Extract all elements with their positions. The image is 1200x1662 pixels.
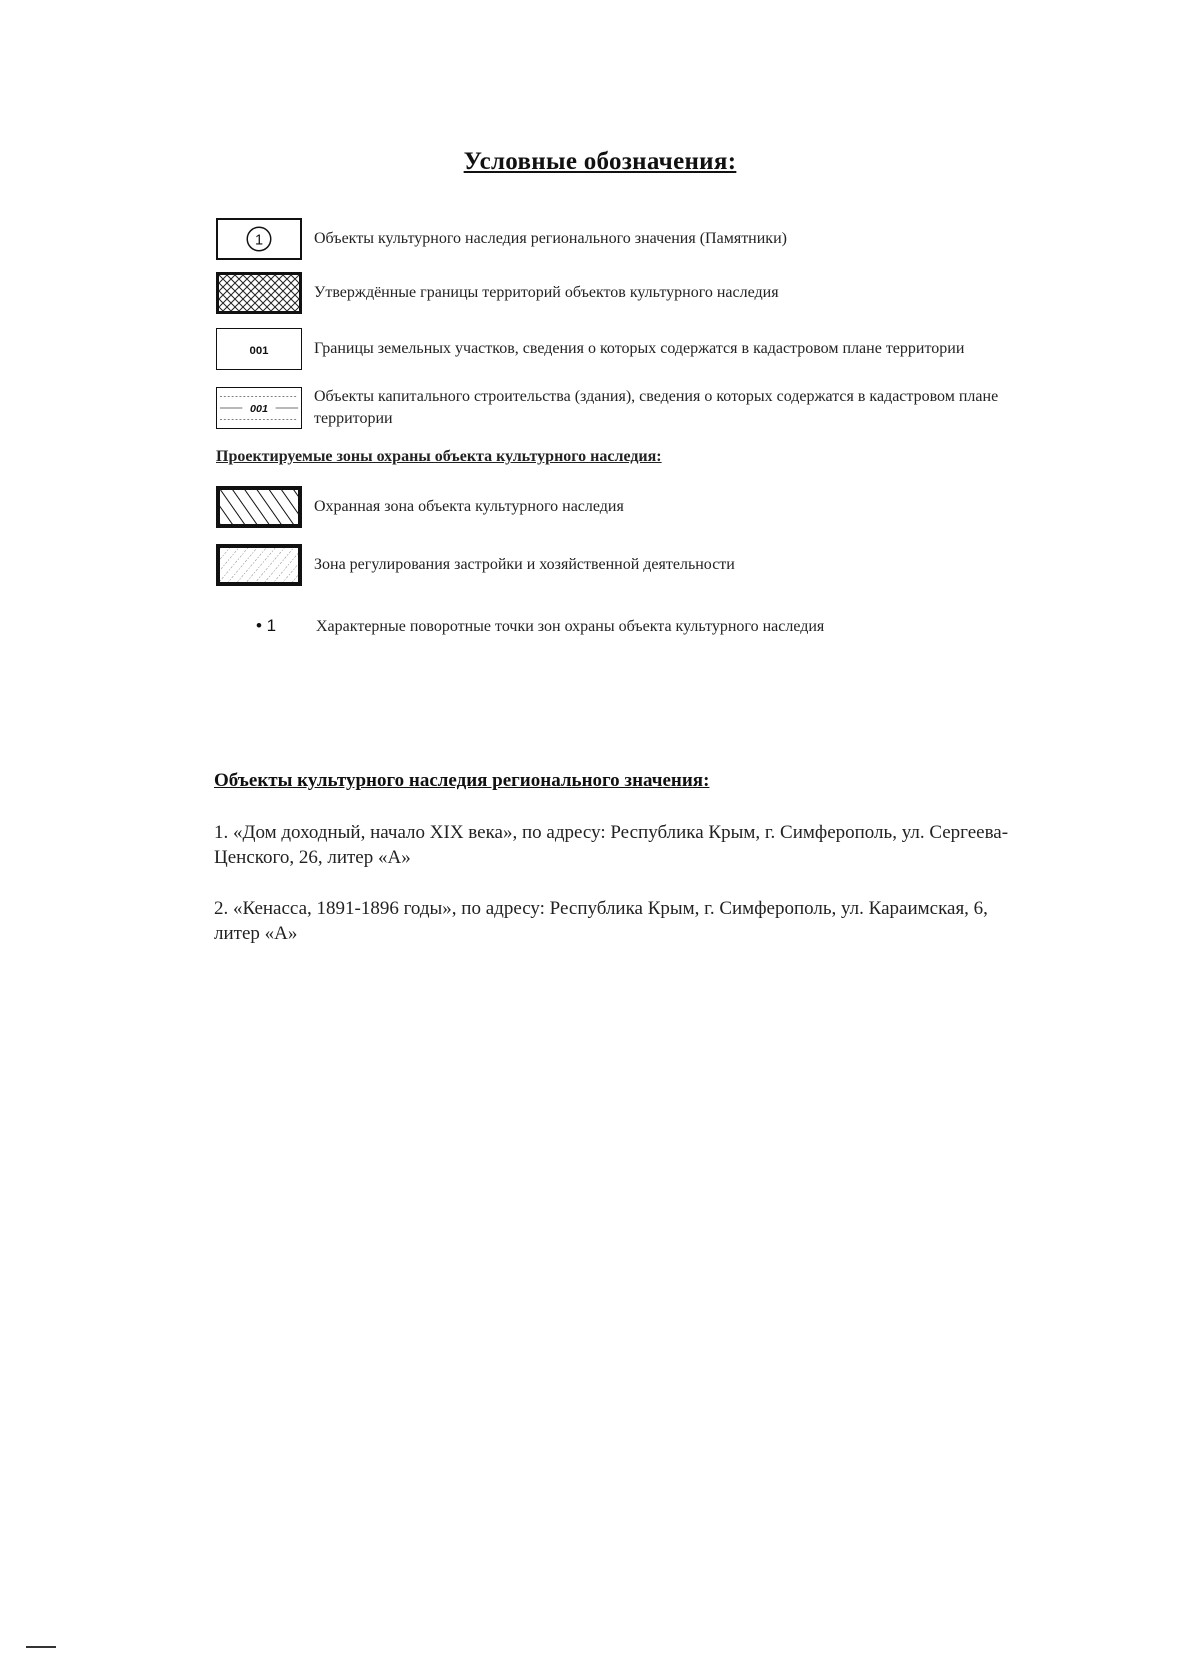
legend-text-territory-boundaries: Утверждённые границы территорий объектов культурного наследия: [314, 284, 779, 301]
diagonal-hatch-icon: [220, 490, 298, 524]
building-outline-icon: [217, 388, 301, 428]
legend-text-buildings: Объекты капитального строительства (здания), сведения о которых содержатся в кадастровом плане территории: [314, 388, 999, 427]
object-item-2: 2. «Кенасса, 1891-1896 годы», по адресу: Республика Крым, г. Симферополь, ул. Караимская, 6, литер «А»: [214, 898, 988, 944]
legend-item-buildings: [216, 386, 1004, 430]
legend-text-regulation-zone: Зона регулирования застройки и хозяйственной деятельности: [314, 556, 735, 573]
land-plot-symbol: [216, 328, 302, 370]
legend-item-regulation-zone: [216, 544, 1004, 586]
crosshatch-swatch: [216, 272, 302, 314]
legend-item-land-plots: [216, 328, 1004, 370]
land-plot-number: 001: [249, 344, 269, 357]
object-item-1: 1. «Дом доходный, начало XIX века», по адресу: Республика Крым, г. Симферополь, ул. Сергеева-Ценского, 26, литер «А»: [214, 822, 1009, 868]
monument-symbol: [216, 218, 302, 260]
objects-heading: Объекты культурного наследия регионального значения:: [214, 770, 710, 791]
building-symbol: [216, 387, 302, 429]
legend-text-monument: Объекты культурного наследия регионального значения (Памятники): [314, 230, 787, 247]
legend-text-protection-zone: Охранная зона объекта культурного наследия: [314, 498, 624, 515]
legend-item-territory-boundaries: [216, 272, 1004, 314]
legend-text-land-plots: Границы земельных участков, сведения о которых содержатся в кадастровом плане территории: [314, 340, 965, 357]
regulation-zone-swatch: [216, 544, 302, 586]
monument-symbol-number: 1: [254, 232, 264, 249]
building-number: 001: [250, 402, 268, 415]
legend-item-turning-points: [256, 616, 824, 636]
crosshatch-pattern-icon: [219, 275, 299, 311]
legend-item-protection-zone: [216, 486, 1004, 528]
protection-zone-swatch: [216, 486, 302, 528]
dotted-hatch-icon: [220, 548, 298, 582]
legend-item-monument: [216, 218, 1004, 260]
legend-text-turning-points: Характерные поворотные точки зон охраны объекта культурного наследия: [316, 618, 825, 635]
zones-heading: Проектируемые зоны охраны объекта культурного наследия:: [216, 448, 662, 465]
land-plot-number-icon: [217, 329, 301, 369]
page-edge-mark: [26, 1646, 56, 1648]
page-title: Условные обозначения:: [463, 148, 737, 175]
turning-point-marker: • 1: [256, 616, 277, 635]
numbered-circle-icon: [218, 220, 300, 258]
